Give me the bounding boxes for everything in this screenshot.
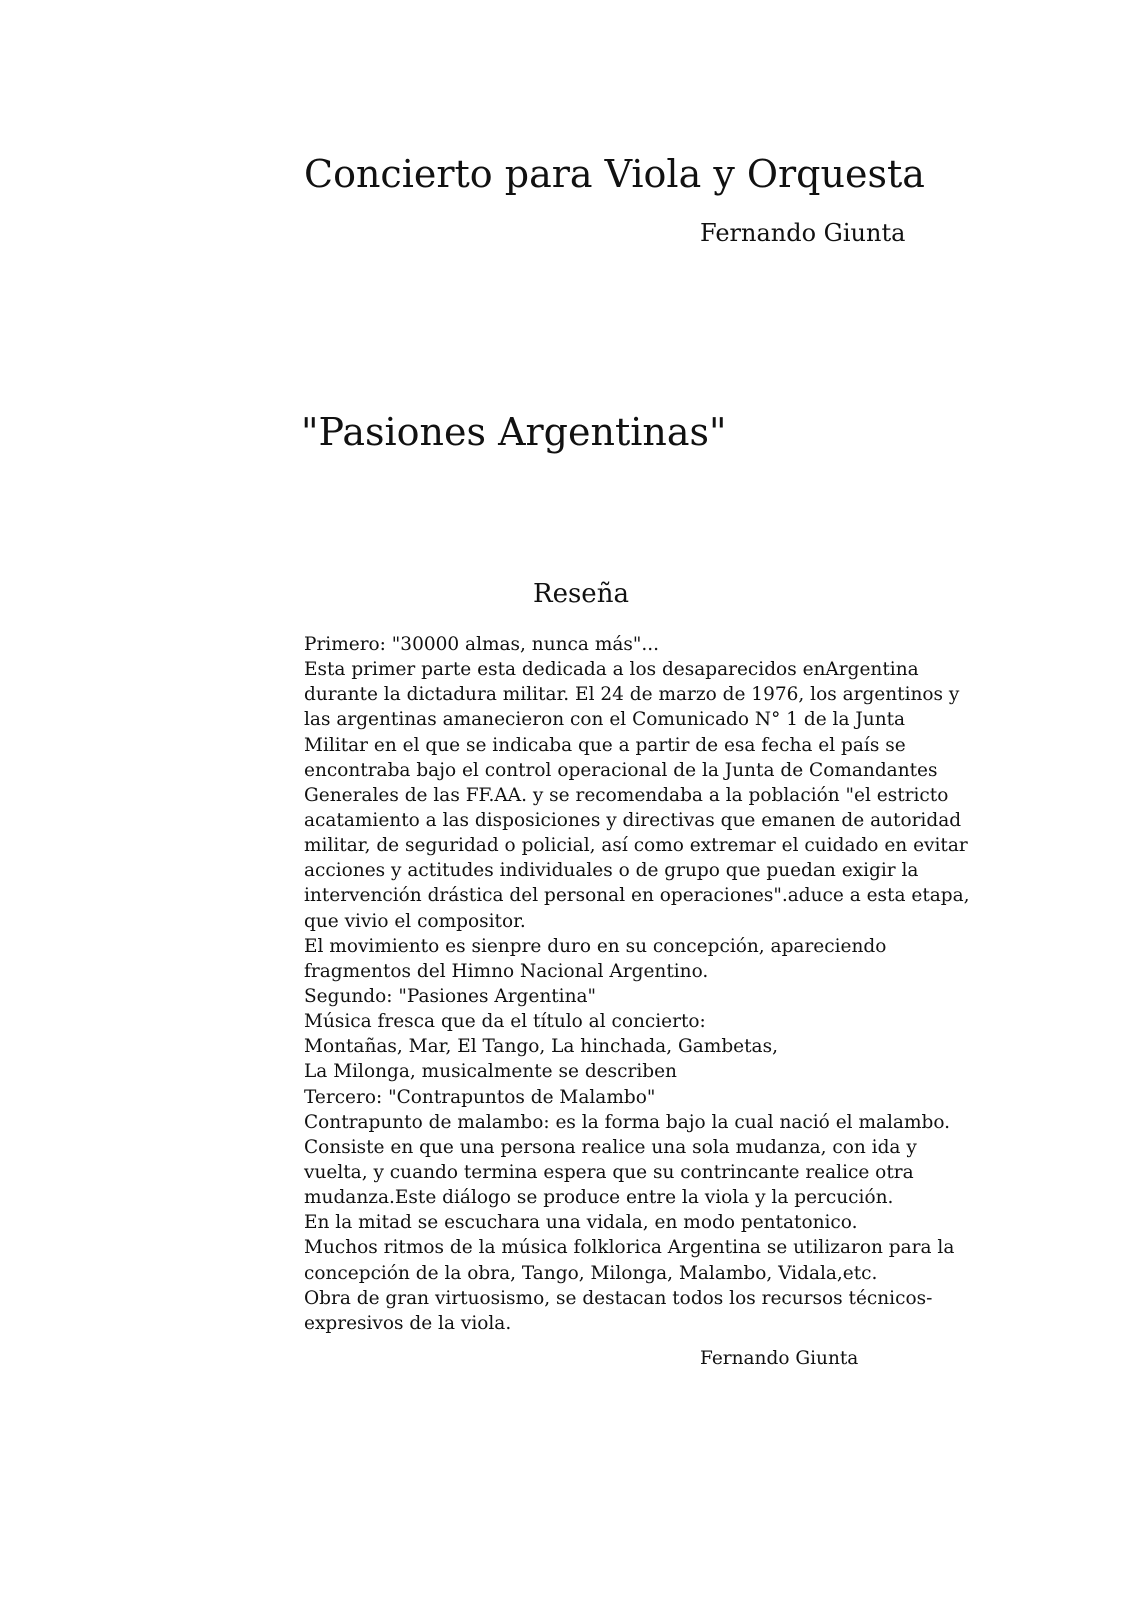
text-line: Contrapunto de malambo: es la forma bajo la cual nació el malambo. (304, 1111, 951, 1133)
text-line: acciones y actitudes individuales o de grupo que puedan exigir la (304, 860, 919, 882)
text-line: fragmentos del Himno Nacional Argentino. (304, 960, 709, 982)
text-line: Tercero: "Contrapuntos de Malambo" (304, 1086, 656, 1108)
section-heading-resena: Reseña (533, 579, 629, 609)
text-line: Esta primer parte esta dedicada a los desaparecidos enArgentina (304, 659, 919, 681)
text-line: encontraba bajo el control operacional de la Junta de Comandantes (304, 759, 938, 781)
author-signature-bottom: Fernando Giunta (700, 1348, 859, 1369)
text-line: las argentinas amanecieron con el Comunicado N° 1 de la Junta (304, 709, 906, 731)
document-title: Concierto para Viola y Orquesta (304, 152, 925, 196)
text-line: Montañas, Mar, El Tango, La hinchada, Gambetas, (304, 1036, 778, 1058)
text-line: En la mitad se escuchara una vidala, en modo pentatonico. (304, 1212, 858, 1234)
resena-body (304, 632, 970, 1336)
text-line: Obra de gran virtuosismo, se destacan todos los recursos técnicos- (304, 1287, 933, 1309)
text-line: vuelta, y cuando termina espera que su contrincante realice otra (304, 1161, 914, 1183)
text-line: El movimiento es sienpre duro en su concepción, apareciendo (304, 935, 887, 957)
text-line: acatamiento a las disposiciones y directivas que emanen de autoridad (304, 809, 962, 831)
author-name-top: Fernando Giunta (700, 219, 906, 247)
text-line: Primero: "30000 almas, nunca más"... (304, 634, 660, 655)
text-line: Consiste en que una persona realice una sola mudanza, con ida y (304, 1136, 917, 1158)
work-subtitle: "Pasiones Argentinas" (301, 410, 727, 454)
text-line: durante la dictadura militar. El 24 de marzo de 1976, los argentinos y (304, 684, 960, 706)
text-line: expresivos de la viola. (304, 1312, 512, 1334)
text-line: Militar en el que se indicaba que a partir de esa fecha el país se (304, 734, 906, 756)
text-line: Segundo: "Pasiones Argentina" (304, 985, 597, 1007)
text-line: mudanza.Este diálogo se produce entre la viola y la percución. (304, 1187, 894, 1209)
text-line: Música fresca que da el título al concierto: (304, 1011, 706, 1033)
text-line: Muchos ritmos de la música folklorica Argentina se utilizaron para la (304, 1237, 955, 1259)
text-line: militar, de seguridad o policial, así como extremar el cuidado en evitar (304, 835, 968, 857)
text-line: que vivio el compositor. (304, 910, 526, 932)
text-line: La Milonga, musicalmente se describen (304, 1061, 677, 1083)
text-line: Generales de las FF.AA. y se recomendaba a la población "el estricto (304, 784, 949, 806)
text-line: intervención drástica del personal en operaciones".aduce a esta etapa, (304, 885, 970, 907)
text-line: concepción de la obra, Tango, Milonga, Malambo, Vidala,etc. (304, 1262, 878, 1284)
